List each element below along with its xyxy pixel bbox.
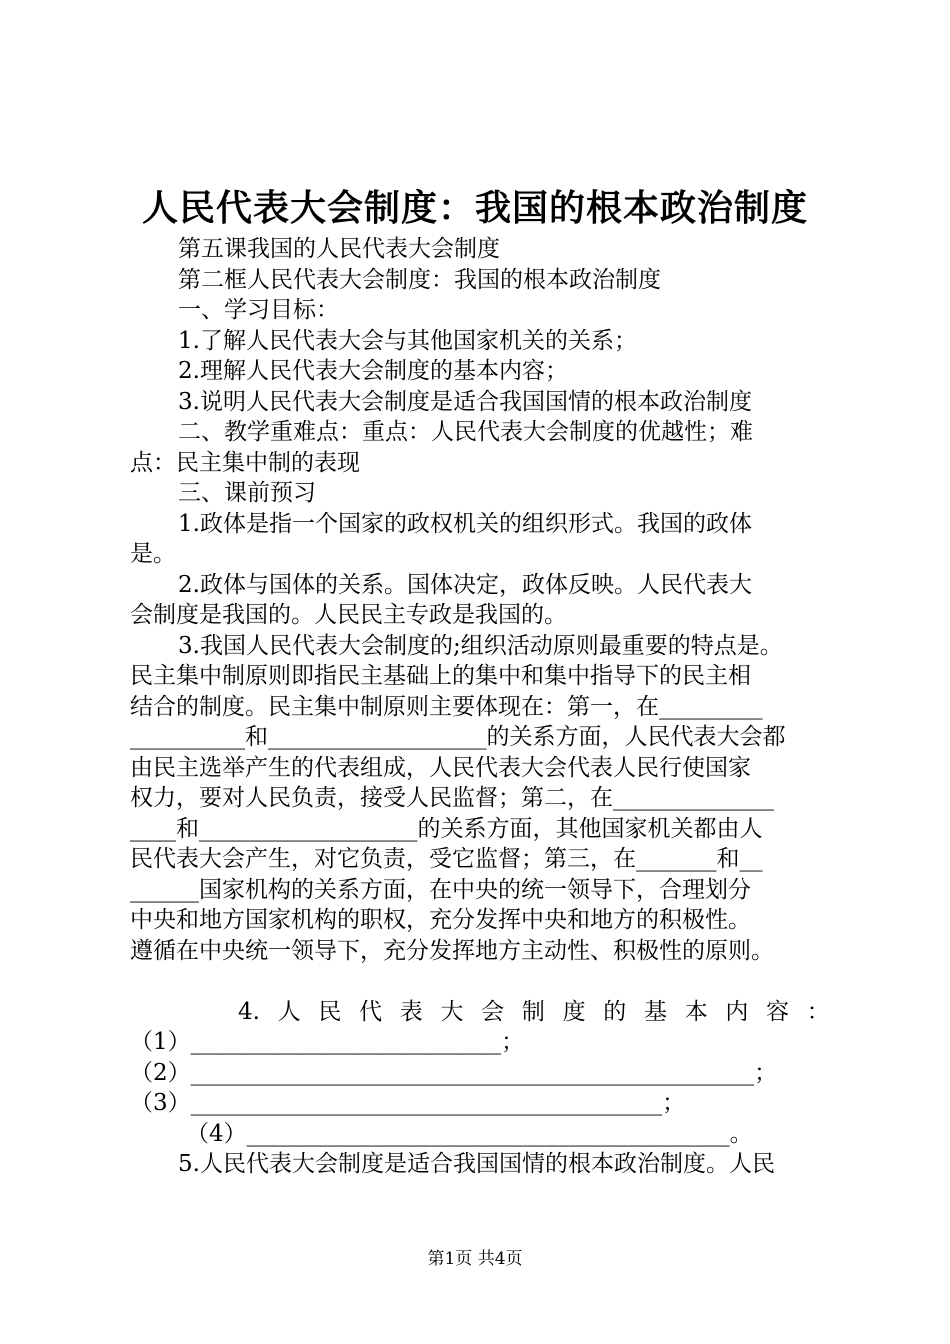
heading-char: 代 <box>359 998 383 1025</box>
blank-line <box>130 966 830 997</box>
paragraph-line: 会制度是我国的。人民民主专政是我国的。 <box>130 602 567 628</box>
objectives-heading: 一、学习目标： <box>178 297 339 323</box>
paragraph-line: ______国家机构的关系方面，在中央的统一领导下，合理划分 <box>130 876 751 903</box>
question-4-heading <box>130 997 830 1028</box>
paragraph-line: 权力，要对人民负责，接受人民监督；第二，在______________ <box>130 785 774 811</box>
paragraph-line: 1.政体是指一个国家的政权机关的组织形式。我国的政体 <box>178 510 752 537</box>
fill-in-item-3: （3）_________________________________________； <box>130 1090 686 1116</box>
fill-in-item-4: （4）__________________________________________。 <box>186 1120 753 1147</box>
document-title: 人民代表大会制度：我国的根本政治制度 <box>141 187 808 229</box>
paragraph-line: 民代表大会产生，对它负责，受它监督；第三，在_______和__ <box>130 846 763 872</box>
heading-char: 民 <box>318 998 342 1025</box>
key-points-line: 二、教学重难点：重点：人民代表大会制度的优越性；难 <box>178 419 753 445</box>
objective-item: 2.理解人民代表大会制度的基本内容； <box>178 358 568 384</box>
heading-char: 容 <box>766 998 790 1025</box>
heading-char: 基 <box>643 998 667 1025</box>
heading-char: 大 <box>440 998 464 1025</box>
paragraph-line: 2.政体与国体的关系。国体决定，政体反映。人民代表大 <box>178 571 752 598</box>
objective-item: 3.说明人民代表大会制度是适合我国国情的根本政治制度 <box>178 388 752 415</box>
paragraph-line: 结合的制度。民主集中制原则主要体现在：第一，在_________ <box>130 693 763 720</box>
heading-char: 制 <box>521 998 545 1025</box>
paragraph-line: 中央和地方国家机构的职权，充分发挥中央和地方的积极性。 <box>130 907 751 933</box>
paragraph-line: 遵循在中央统一领导下，充分发挥地方主动性、积极性的原则。 <box>130 937 774 964</box>
fill-in-item-1: （1）___________________________； <box>130 1029 525 1055</box>
heading-char: 的 <box>603 998 627 1025</box>
preview-heading: 三、课前预习 <box>178 480 316 506</box>
paragraph-line: 是。 <box>130 541 176 567</box>
heading-char: 本 <box>684 998 708 1025</box>
heading-char: 4. <box>238 998 260 1025</box>
heading-char: 度 <box>562 998 586 1025</box>
paragraph-line: ____和___________________的关系方面，其他国家机关都由人 <box>130 815 763 842</box>
paragraph-line: __________和___________________的关系方面，人民代表大会都 <box>130 724 786 750</box>
section-heading: 第二框人民代表大会制度：我国的根本政治制度 <box>178 266 661 293</box>
heading-char: ： <box>806 998 830 1025</box>
heading-char: 内 <box>725 998 749 1025</box>
paragraph-line: 民主集中制原则即指民主基础上的集中和集中指导下的民主相 <box>130 663 751 689</box>
lesson-heading: 第五课我国的人民代表大会制度 <box>178 236 500 262</box>
objective-item: 1.了解人民代表大会与其他国家机关的关系； <box>178 327 637 354</box>
paragraph-line: 3.我国人民代表大会制度的;组织活动原则最重要的特点是。 <box>178 632 783 659</box>
fill-in-item-2: （2）_________________________________________________； <box>130 1059 778 1086</box>
paragraph-line: 由民主选举产生的代表组成，人民代表大会代表人民行使国家 <box>130 754 751 781</box>
heading-char: 会 <box>481 998 505 1025</box>
document-body <box>130 234 830 1180</box>
paragraph-line: 5.人民代表大会制度是适合我国国情的根本政治制度。人民 <box>178 1151 775 1177</box>
page-footer: 第1页 共4页 <box>427 1249 523 1269</box>
key-points-line: 点：民主集中制的表现 <box>130 449 360 476</box>
heading-char: 表 <box>399 998 423 1025</box>
heading-char: 人 <box>277 998 301 1025</box>
